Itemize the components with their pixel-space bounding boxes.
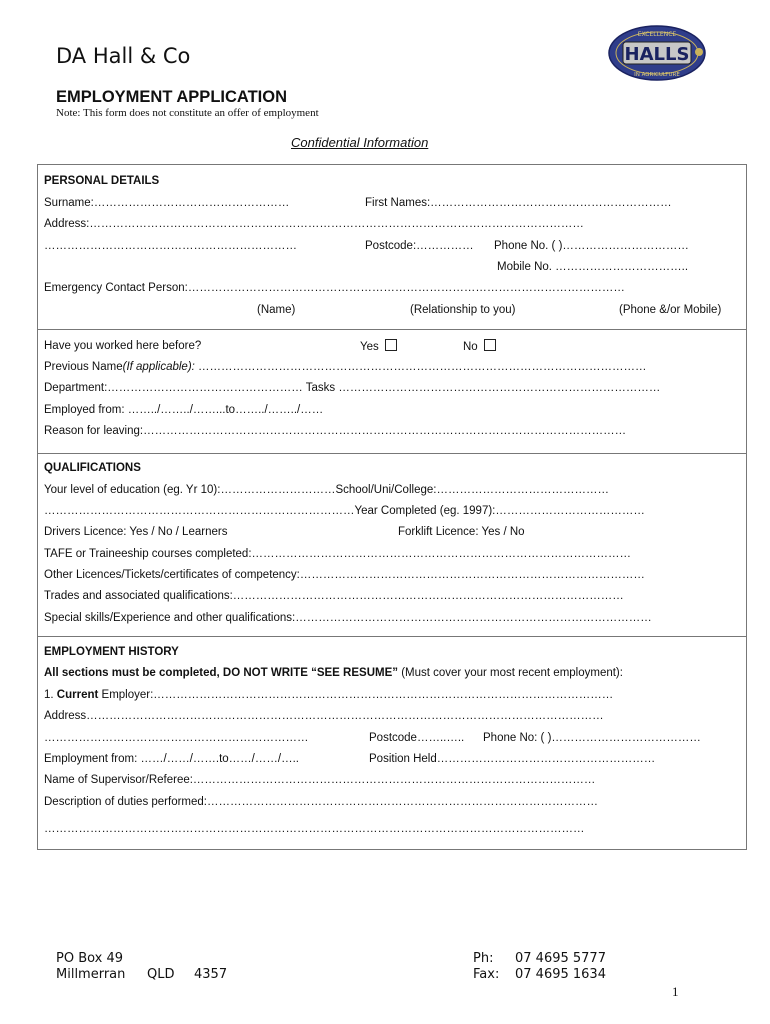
history-instruction-rest: (Must cover your most recent employment):	[398, 667, 623, 679]
logo-top-text: EXCELLENCE	[637, 31, 677, 38]
drivers-licence-field[interactable]: Drivers Licence: Yes / No / Learners	[44, 526, 228, 538]
personal-details-heading: PERSONAL DETAILS	[44, 175, 160, 187]
halls-logo	[607, 24, 710, 82]
employer-postcode-field[interactable]: Postcode……..…..	[369, 732, 465, 744]
worked-before-yes[interactable]	[360, 339, 397, 354]
employment-history-section	[38, 636, 746, 851]
previous-name-label: Previous Name	[44, 361, 123, 373]
page-number: 1	[672, 984, 679, 999]
company-name: DA Hall & Co	[56, 44, 191, 68]
postcode-field[interactable]: Postcode:……………	[365, 240, 474, 252]
forklift-licence-field[interactable]: Forklift Licence: Yes / No	[398, 526, 525, 538]
trades-qualifications-field[interactable]: Trades and associated qualifications:…………………………………………………………………………………………	[44, 590, 624, 602]
address-field[interactable]: Address:…………………………………………………………………………………………………………………	[44, 218, 584, 230]
first-names-field[interactable]: First Names:………………………………………………………	[365, 197, 672, 209]
footer-phone: 07 4695 5777	[515, 951, 606, 966]
employed-from-field[interactable]: Employed from: ……../……../……...to……../……../……	[44, 404, 324, 416]
position-held-field[interactable]: Position Held…………………………………………………	[369, 753, 656, 765]
form-title: EMPLOYMENT APPLICATION	[56, 88, 287, 106]
previous-name-field[interactable]	[44, 360, 647, 374]
footer-phone-label: Ph:	[473, 951, 494, 966]
employer-phone-field[interactable]: Phone No: ( )…………………………………	[483, 732, 701, 744]
education-field[interactable]: Your level of education (eg. Yr 10):…………………………School/Uni/College:………………………………………	[44, 484, 609, 496]
supervisor-field[interactable]: Name of Supervisor/Referee:……………………………………………………………………………………………	[44, 774, 596, 786]
history-instruction	[44, 666, 623, 680]
footer-state: QLD	[147, 967, 175, 982]
yes-label: Yes	[360, 341, 379, 353]
duties-line2-field[interactable]: ……………………………………………………………………………………………………………………………	[44, 823, 585, 835]
no-checkbox[interactable]	[484, 339, 496, 351]
current-employer-field[interactable]	[44, 688, 613, 702]
qualifications-section	[38, 453, 746, 637]
reason-for-leaving-field[interactable]: Reason for leaving:………………………………………………………………………………………………………………	[44, 425, 627, 437]
footer-fax: 07 4695 1634	[515, 967, 606, 982]
department-tasks-field[interactable]: Department:…………………………………………… Tasks …………………………………………………………………………	[44, 382, 661, 394]
confidential-label: Confidential Information	[291, 135, 429, 150]
duties-field[interactable]: Description of duties performed:…………………………………………………………………………………………	[44, 796, 598, 808]
worked-before-no[interactable]	[463, 339, 496, 354]
footer-town: Millmerran	[56, 967, 126, 982]
phone-field[interactable]: Phone No. ( )……………………………	[494, 240, 689, 252]
employment-history-heading: EMPLOYMENT HISTORY	[44, 646, 179, 658]
employer-dots: Employer:…………………………………………………………………………………………………………	[98, 689, 614, 701]
history-instruction-bold: All sections must be completed, DO NOT WRITE “SEE RESUME”	[44, 667, 398, 679]
emergency-relationship-caption: (Relationship to you)	[410, 304, 516, 316]
application-form	[37, 164, 747, 850]
footer-fax-label: Fax:	[473, 967, 500, 982]
logo-name: HALLS	[624, 44, 690, 65]
previous-name-hint: (If applicable):	[122, 361, 195, 373]
footer-po-box: PO Box 49	[56, 951, 124, 966]
emergency-name-caption: (Name)	[257, 304, 296, 316]
form-note: Note: This form does not constitute an offer of employment	[56, 107, 319, 119]
employer-address-line2-field[interactable]: ……………………………………………………………	[44, 732, 309, 744]
footer-postcode: 4357	[194, 967, 228, 982]
special-skills-field[interactable]: Special skills/Experience and other qualifications:…………………………………………………………………………………	[44, 612, 652, 624]
year-completed-field[interactable]: ………………………………………………………………………Year Completed (eg. 1997):…………………………………	[44, 505, 645, 517]
logo-bottom-text: IN AGRICULTURE	[634, 72, 680, 78]
employer-address-field[interactable]: Address………………………………………………………………………………………………………………………	[44, 710, 604, 722]
emergency-phone-caption: (Phone &/or Mobile)	[619, 304, 722, 316]
personal-details-section	[38, 165, 746, 330]
qualifications-heading: QUALIFICATIONS	[44, 462, 141, 474]
worked-before-question: Have you worked here before?	[44, 340, 202, 352]
yes-checkbox[interactable]	[385, 339, 397, 351]
address-line2-field[interactable]: …………………………………………………………	[44, 240, 297, 252]
employment-from-field[interactable]: Employment from: ……/……/…….to……/……/…..	[44, 753, 299, 765]
previous-name-dots: ………………………………………………………………………………………………………	[194, 361, 647, 373]
no-label: No	[463, 341, 478, 353]
mobile-field[interactable]: Mobile No. ……………………………..	[497, 261, 689, 273]
employer-number: 1.	[44, 689, 57, 701]
employer-current-label: Current	[56, 689, 99, 701]
surname-field[interactable]: Surname:……………………………………………	[44, 197, 290, 209]
emergency-contact-field[interactable]: Emergency Contact Person:……………………………………………………………………………………………………	[44, 282, 625, 294]
previous-employment-section	[38, 329, 746, 454]
tafe-courses-field[interactable]: TAFE or Traineeship courses completed:………………………………………………………………………………………	[44, 548, 632, 560]
other-licences-field[interactable]: Other Licences/Tickets/certificates of competency:………………………………………………………………………………	[44, 569, 645, 581]
